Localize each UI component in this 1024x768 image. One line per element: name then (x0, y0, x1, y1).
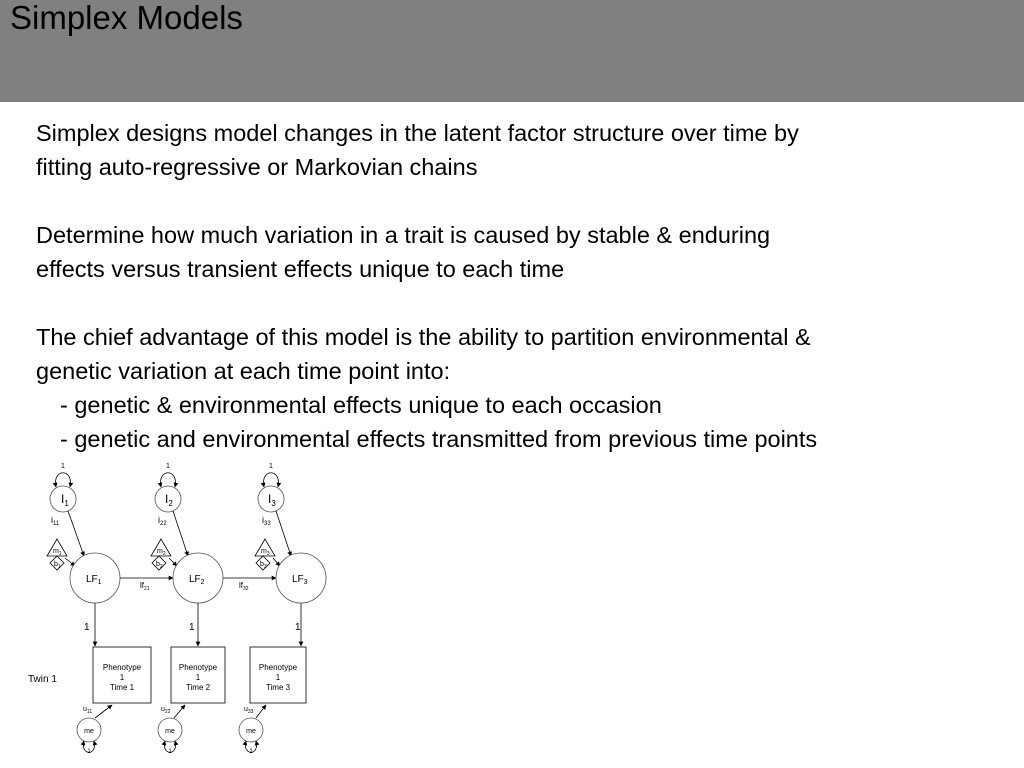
measurement-error-label-1: me (84, 728, 94, 735)
paragraph-3-line-1: The chief advantage of this model is the ability to partition environmental & (36, 324, 811, 350)
innovation-loading-2: i (158, 515, 160, 525)
residual-sub-3: 33 (247, 709, 254, 715)
beta-label-2: b (156, 561, 160, 568)
innovation-loading-sub-1: 11 (53, 521, 60, 527)
innovation-variance-arc-3 (264, 473, 279, 487)
paragraph-1-line-1: Simplex designs model changes in the latent factor structure over time by (36, 120, 799, 146)
residual-label-3: u (244, 706, 248, 713)
innovation-path-1 (68, 511, 84, 556)
error-variance-label-2: 1 (168, 749, 172, 755)
paragraph-1-line-2: fitting auto-regressive or Markovian chains (36, 154, 478, 180)
paragraph-3-line-2: genetic variation at each time point into: (36, 358, 451, 384)
innovation-letter-1: I (61, 492, 65, 506)
transmission-sub-21: 21 (144, 586, 150, 592)
innovation-letter-2: I (165, 492, 169, 506)
error-variance-label-1: 1 (87, 749, 91, 755)
latent-factor-label-3: LF (292, 574, 304, 585)
residual-sub-1: 11 (86, 709, 93, 715)
mean-sub-3: 3 (266, 551, 270, 557)
transmission-label-32: lf (239, 581, 243, 590)
phenotype-name-1: Phenotype (102, 663, 142, 672)
latent-factor-label-2: LF (189, 574, 201, 585)
phenotype-time-3: Time 3 (265, 683, 291, 692)
residual-path-1 (95, 705, 112, 718)
innovation-variance-label-3: 1 (269, 463, 273, 470)
measurement-error-label-3: me (246, 728, 256, 735)
beta-sub-2: 2 (159, 564, 163, 570)
latent-factor-sub-1: 1 (97, 579, 102, 586)
mean-sub-1: 1 (58, 551, 62, 557)
residual-sub-2: 22 (164, 709, 171, 715)
factor-loading-label-1: 1 (84, 622, 90, 633)
phenotype-number-1: 1 (119, 673, 125, 682)
innovation-loading-3: i (262, 515, 264, 525)
phenotype-time-2: Time 2 (185, 683, 211, 692)
phenotype-name-3: Phenotype (258, 663, 298, 672)
residual-label-1: u (83, 706, 87, 713)
twin-label: Twin 1 (28, 674, 57, 685)
beta-sub-1: 1 (57, 564, 61, 570)
phenotype-name-2: Phenotype (178, 663, 218, 672)
svg-text:i33 (262, 515, 271, 527)
innovation-sub-3: 3 (271, 499, 276, 508)
beta-label-3: b (260, 561, 264, 568)
svg-text:i22 (158, 515, 167, 527)
mean-sub-2: 2 (162, 551, 166, 557)
innovation-variance-arc-2 (161, 473, 176, 487)
bullet-unique-effects: - genetic & environmental effects unique to each occasion (60, 392, 662, 418)
time-point-3 (239, 463, 326, 755)
innovation-path-2 (173, 511, 188, 556)
bullet-transmitted-effects: - genetic and environmental effects transmitted from previous time points (60, 426, 818, 452)
svg-text:u22 (161, 706, 171, 715)
svg-text:lf32 (239, 581, 249, 592)
transmission-sub-32: 32 (243, 586, 249, 592)
svg-text:lf21 (140, 581, 150, 592)
innovation-loading-sub-2: 22 (160, 521, 167, 527)
phenotype-number-3: 1 (275, 673, 281, 682)
innovation-loading-1: i (51, 515, 53, 525)
time-point-2 (151, 463, 225, 755)
svg-text:u11 (83, 706, 92, 715)
innovation-letter-3: I (268, 492, 272, 506)
residual-path-2 (174, 705, 185, 718)
innovation-variance-label-2: 1 (166, 463, 170, 470)
time-point-1 (47, 463, 151, 755)
phenotype-number-2: 1 (195, 673, 201, 682)
mean-label-3: m (261, 548, 267, 555)
latent-factor-sub-2: 2 (200, 579, 205, 586)
beta-label-1: b (54, 561, 58, 568)
factor-loading-label-3: 1 (295, 622, 301, 633)
slide-body (36, 116, 1016, 456)
measurement-error-label-2: me (165, 728, 175, 735)
latent-factor-label-1: LF (86, 574, 98, 585)
paragraph-2-line-1: Determine how much variation in a trait is caused by stable & enduring (36, 222, 771, 248)
innovation-sub-1: 1 (64, 499, 69, 508)
beta-sub-3: 3 (263, 564, 267, 570)
slide-title: Simplex Models (10, 0, 243, 36)
innovation-sub-2: 2 (168, 499, 173, 508)
innovation-variance-label-1: 1 (61, 463, 65, 470)
paragraph-2-line-2: effects versus transient effects unique to each time (36, 256, 565, 282)
mean-path-3 (273, 558, 280, 566)
residual-label-2: u (161, 706, 165, 713)
svg-text:i11 (51, 515, 60, 527)
innovation-variance-arc-1 (56, 473, 71, 487)
innovation-path-3 (276, 511, 291, 556)
mean-label-1: m (53, 548, 59, 555)
mean-label-2: m (157, 548, 163, 555)
innovation-loading-sub-3: 33 (264, 521, 271, 527)
residual-path-3 (256, 705, 266, 718)
transmission-label-21: lf (140, 581, 144, 590)
simplex-path-diagram (20, 456, 340, 758)
error-variance-label-3: 1 (249, 749, 253, 755)
mean-path-2 (169, 558, 177, 566)
svg-text:u33 (244, 706, 254, 715)
factor-loading-label-2: 1 (189, 622, 195, 633)
latent-factor-sub-3: 3 (303, 579, 308, 586)
phenotype-time-1: Time 1 (109, 683, 135, 692)
